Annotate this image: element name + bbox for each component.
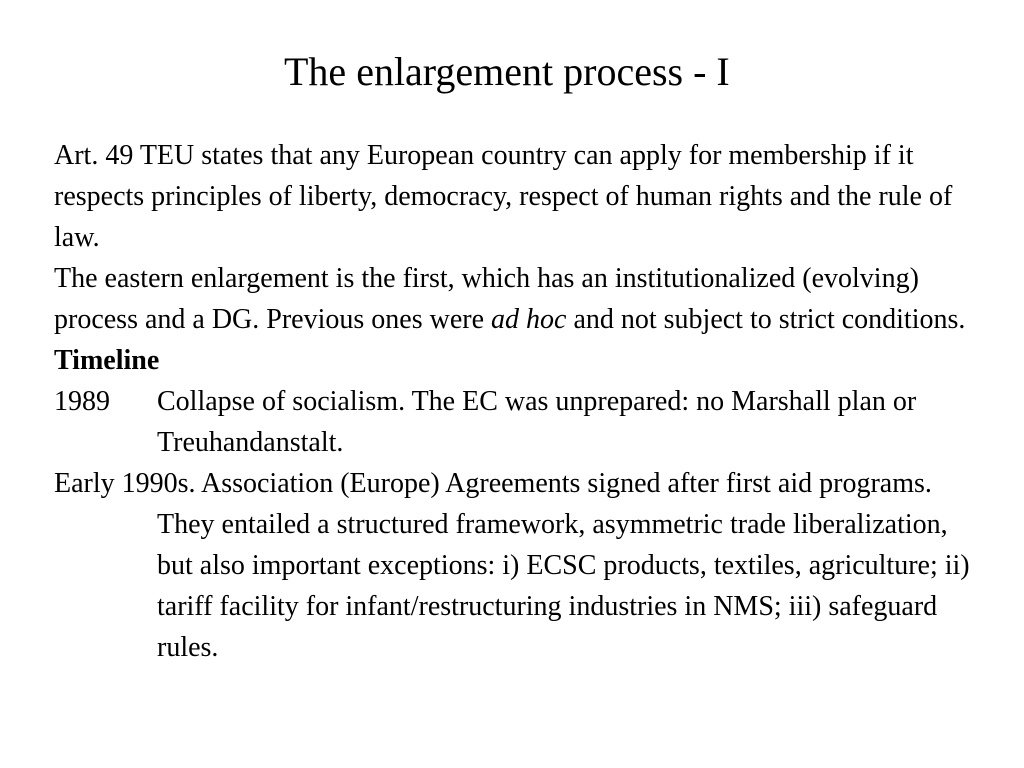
ad-hoc-italic: ad hoc xyxy=(491,304,567,335)
timeline-heading: Timeline xyxy=(54,345,160,376)
slide-title: The enlargement process - I xyxy=(284,49,730,94)
timeline-entry-1989 xyxy=(54,381,984,463)
slide-body xyxy=(54,135,984,668)
eastern-enlargement-paragraph xyxy=(54,258,984,340)
timeline-entry-early-1990s: Early 1990s. Association (Europe) Agreements signed after first aid programs. They entailed a structured framework, asymmetric trade liberalization, but also important exceptions: i) ECSC products, textiles, agriculture; ii) tariff facility for infant/restructuring industries in NMS; iii) safeguard rules. xyxy=(54,468,970,663)
timeline-year: 1989 xyxy=(54,386,110,417)
eastern-enlargement-text-end: and not subject to strict conditions. xyxy=(566,304,966,335)
eastern-enlargement-text: The eastern enlargement is the first, which has an institutionalized (evolving) process and a DG. Previous ones were xyxy=(54,263,919,335)
timeline-entry-text: Collapse of socialism. The EC was unprepared: no Marshall plan or Treuhandanstalt. xyxy=(157,386,917,458)
article-49-paragraph: Art. 49 TEU states that any European country can apply for membership if it respects principles of liberty, democracy, respect of human rights and the rule of law. xyxy=(54,140,953,253)
